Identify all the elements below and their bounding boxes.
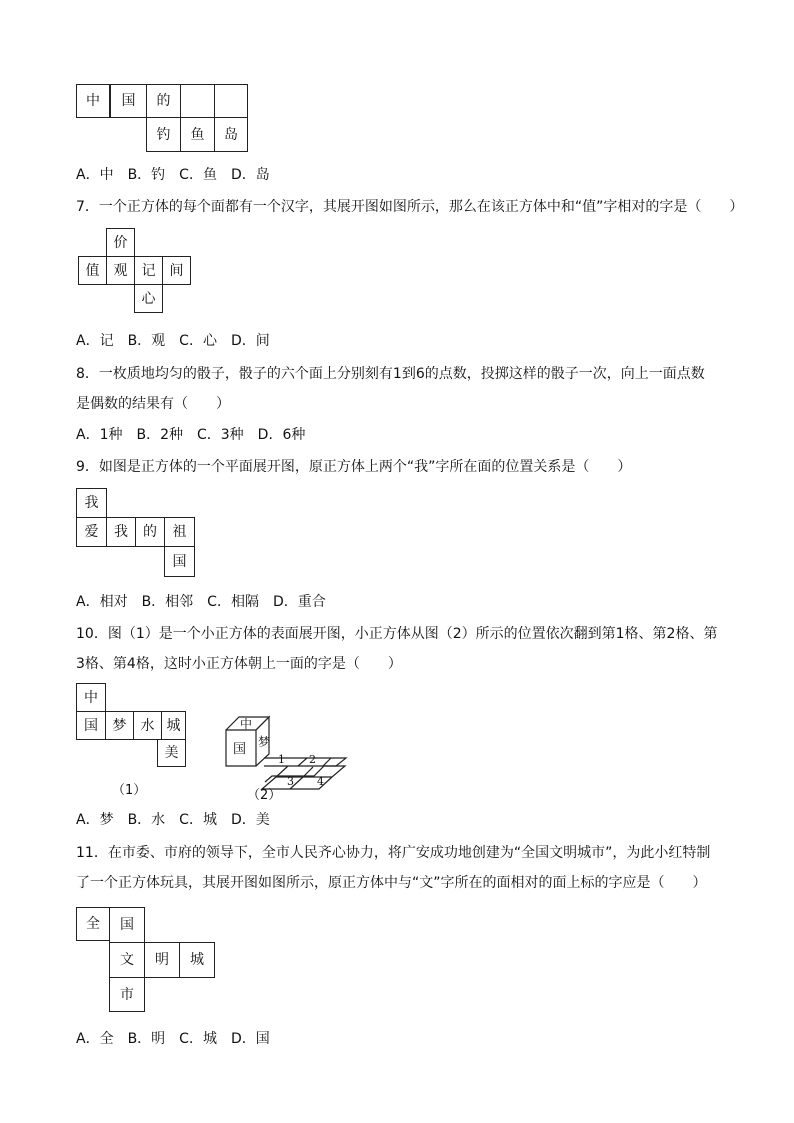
- q10-grid-number: 2: [309, 753, 316, 766]
- q11-net-cell: 明: [144, 942, 180, 978]
- q6-net-cell: 钓: [146, 117, 181, 152]
- q7-net-cell: 记: [134, 256, 163, 285]
- q10-options: A．梦 B．水 C．城 D．美: [76, 812, 270, 828]
- q10-fig1-caption: （1）: [112, 783, 147, 798]
- q10-grid-number: 1: [278, 753, 285, 766]
- q11-net-cell: 国: [109, 907, 145, 943]
- q11-net-cell: 全: [76, 907, 110, 941]
- q10-strip-outline: [264, 758, 346, 782]
- q6-net-cell: 中: [76, 84, 110, 118]
- q7-net-cell: 值: [78, 256, 107, 285]
- q10-strip-outline: [298, 758, 307, 766]
- q10-strip-outline: [323, 758, 331, 766]
- q10-net-cell: 国: [76, 711, 106, 740]
- q7-options: A．记 B．观 C．心 D．间: [76, 333, 270, 349]
- q10-fig2: [215, 710, 350, 802]
- q9-net-cell: 我: [106, 517, 136, 547]
- q6-net-edge: [76, 117, 146, 118]
- q6-net-cell: 鱼: [180, 117, 215, 152]
- q10-cube-front-label: 国: [233, 742, 247, 757]
- q7-net-cell: 心: [134, 284, 163, 313]
- q10-cube-top-label: 中: [240, 717, 253, 731]
- q11-options: A．全 B．明 C．城 D．国: [76, 1031, 270, 1047]
- q10-net-cell: 水: [133, 711, 162, 740]
- q10-net-cell: 中: [76, 683, 106, 712]
- q10-net-cell: 城: [161, 711, 186, 740]
- q9-net-cell: 我: [76, 488, 107, 518]
- q6-net-cell: 国: [110, 84, 147, 118]
- q10-net-cell: 梦: [105, 711, 134, 740]
- q6-options: A．中 B．钓 C．鱼 D．岛: [76, 167, 270, 183]
- q10-stem-line2: 3格、第4格，这时小正方体朝上一面的字是（ ）: [76, 656, 402, 672]
- q11-net-cell: 城: [179, 942, 215, 978]
- q6-net-edge: [214, 84, 215, 118]
- q8-stem-line2: 是偶数的结果有（ ）: [76, 396, 230, 412]
- q8-stem-line1: 8．一枚质地均匀的骰子，骰子的六个面上分别刻有1到6的点数，投掷这样的骰子一次，向上一面点数: [76, 366, 705, 382]
- q8-options: A．1种 B．2种 C．3种 D．6种: [76, 427, 306, 443]
- q11-stem-line2: 了一个正方体玩具，其展开图如图所示，原正方体中与“文”字所在的面相对的面上标的字应是（ ）: [76, 875, 707, 891]
- q11-net-cell: 文: [109, 942, 145, 978]
- q9-stem: 9．如图是正方体的一个平面展开图，原正方体上两个“我”字所在面的位置关系是（ ）: [76, 459, 632, 475]
- q10-grid-number: 4: [317, 775, 324, 788]
- q9-net-cell: 国: [164, 546, 195, 577]
- q7-net-cell: 间: [162, 256, 191, 285]
- q10-net-cell: 美: [157, 739, 186, 767]
- q10-grid-number: 3: [287, 775, 294, 788]
- q10-stem-line1: 10．图（1）是一个小正方体的表面展开图，小正方体从图（2）所示的位置依次翻到第1格、第2格、第: [76, 626, 718, 642]
- q7-net-cell: 价: [106, 228, 135, 257]
- q6-net-cell: 的: [146, 84, 181, 118]
- q9-net-cell: 的: [135, 517, 165, 547]
- q11-stem-line1: 11．在市委、市府的领导下，全市人民齐心协力，将广安成功地创建为“全国文明城市”，为此小红特制: [76, 845, 711, 861]
- q7-stem: 7．一个正方体的每个面都有一个汉字，其展开图如图所示，那么在该正方体中和“值”字相对的字是（ ）: [76, 199, 744, 215]
- q9-options: A．相对 B．相邻 C．相隔 D．重合: [76, 594, 326, 610]
- q9-net-cell: 爱: [76, 517, 107, 547]
- q10-fig2-caption: （2）: [247, 788, 282, 803]
- q9-net-cell: 祖: [164, 517, 195, 547]
- q6-net-cell: 岛: [214, 117, 248, 152]
- q11-net-cell: 市: [109, 977, 145, 1012]
- q10-cube-side-label: 梦: [258, 735, 271, 749]
- q7-net-cell: 观: [106, 256, 135, 285]
